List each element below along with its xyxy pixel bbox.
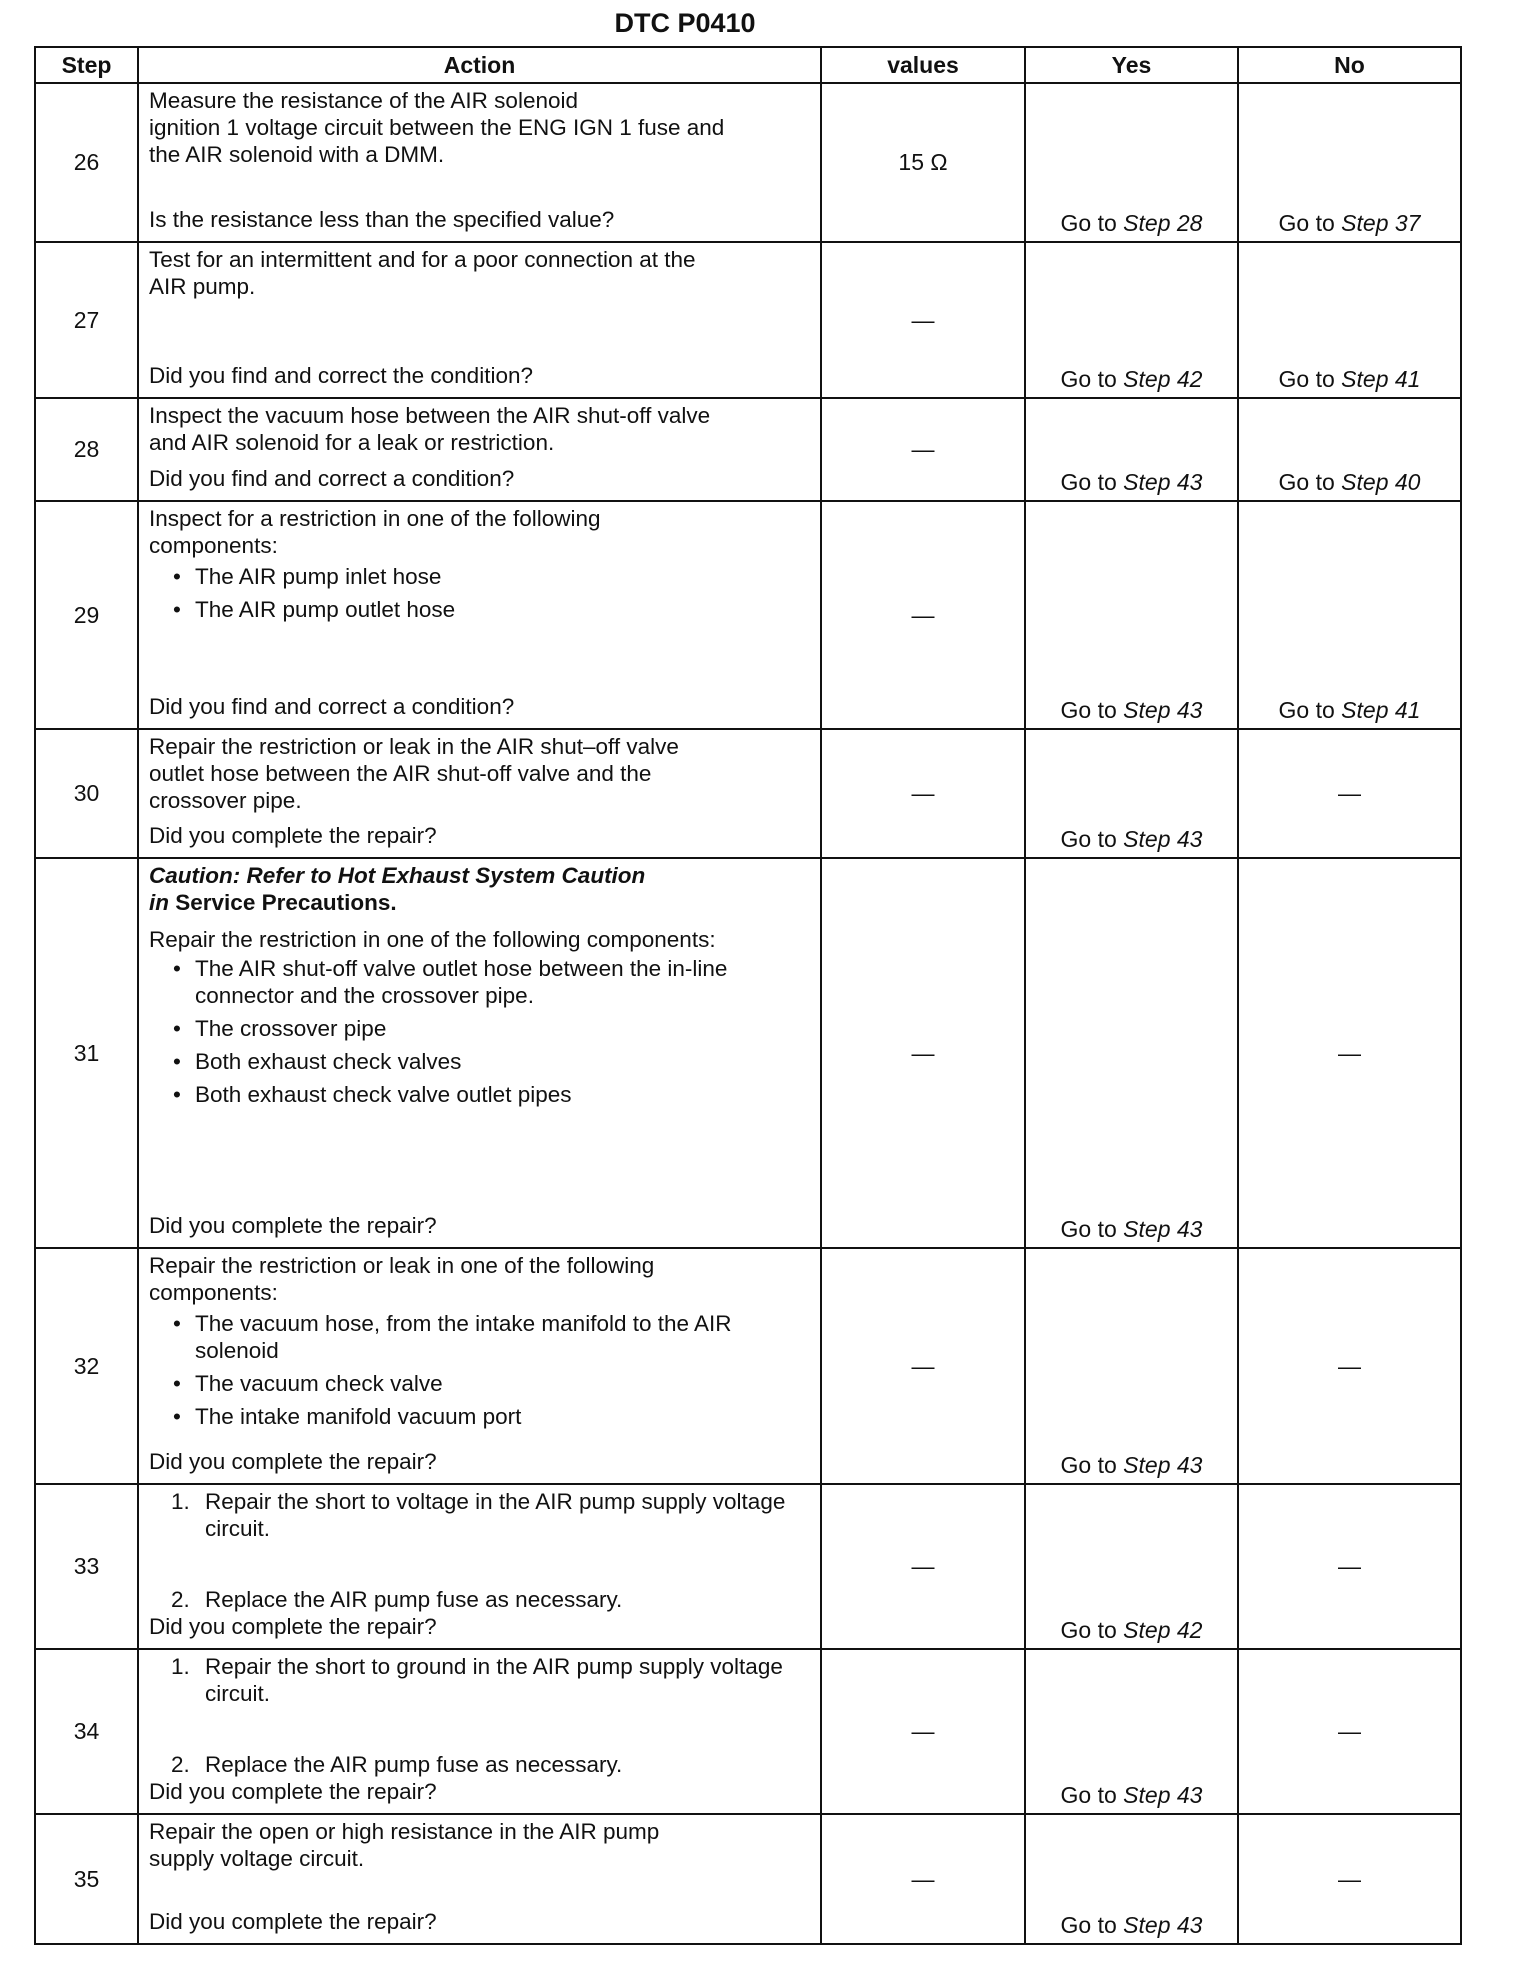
value-cell: —	[821, 858, 1025, 1248]
action-text: Inspect the vacuum hose between the AIR shut-off valve	[149, 403, 711, 428]
action-cell	[138, 729, 821, 858]
yes-step-link[interactable]: Step 43	[1123, 1216, 1203, 1242]
header-row	[35, 47, 1461, 83]
list-item	[149, 1751, 810, 1778]
header-no: No	[1238, 47, 1461, 83]
no-prefix: Go to	[1278, 366, 1335, 392]
action-question: Did you complete the repair?	[149, 1779, 437, 1804]
header-yes: Yes	[1025, 47, 1238, 83]
action-cell	[138, 83, 821, 242]
yes-prefix: Go to	[1060, 469, 1117, 495]
item-number: 1.	[171, 1489, 190, 1514]
no-step-link[interactable]: Step 37	[1341, 210, 1421, 236]
diagnostic-table	[34, 46, 1462, 1945]
list-item	[149, 1488, 810, 1542]
no-cell	[1238, 83, 1461, 242]
yes-step-link[interactable]: Step 43	[1123, 1452, 1203, 1478]
item-text: Replace the AIR pump fuse as necessary.	[205, 1587, 623, 1612]
value-cell: —	[821, 1248, 1025, 1484]
value-cell: —	[821, 1649, 1025, 1814]
value-cell: 15 Ω	[821, 83, 1025, 242]
action-text: Repair the restriction or leak in the AIR shut–off valve	[149, 734, 679, 759]
step-number: 31	[35, 858, 138, 1248]
list-item	[149, 1653, 810, 1707]
action-text: and AIR solenoid for a leak or restriction.	[149, 430, 555, 455]
header-values: values	[821, 47, 1025, 83]
action-cell	[138, 1814, 821, 1944]
table-row	[35, 83, 1461, 242]
item-number: 2.	[171, 1587, 190, 1612]
numbered-list	[149, 1488, 810, 1613]
no-cell	[1238, 242, 1461, 398]
action-text: Repair the restriction in one of the following components:	[149, 927, 716, 952]
no-step-link[interactable]: Step 41	[1341, 366, 1421, 392]
no-prefix: Go to	[1278, 210, 1335, 236]
action-cell	[138, 1649, 821, 1814]
action-cell	[138, 1248, 821, 1484]
action-text: Test for an intermittent and for a poor connection at the	[149, 247, 696, 272]
yes-prefix: Go to	[1060, 1782, 1117, 1808]
action-question: Did you complete the repair?	[149, 1614, 437, 1639]
action-text: Repair the restriction or leak in one of the following	[149, 1253, 655, 1278]
caution-precautions: Service Precautions.	[175, 890, 397, 915]
action-text: crossover pipe.	[149, 788, 302, 813]
header-step: Step	[35, 47, 138, 83]
step-number: 29	[35, 501, 138, 729]
action-question: Did you complete the repair?	[149, 1213, 437, 1238]
step-number: 35	[35, 1814, 138, 1944]
action-question: Did you complete the repair?	[149, 1909, 437, 1934]
no-prefix: Go to	[1278, 469, 1335, 495]
caution-text: Caution: Refer to Hot Exhaust System Caution	[149, 863, 646, 888]
yes-step-link[interactable]: Step 42	[1123, 366, 1203, 392]
value-cell: —	[821, 501, 1025, 729]
step-number: 33	[35, 1484, 138, 1649]
step-number: 28	[35, 398, 138, 501]
value-cell: —	[821, 1484, 1025, 1649]
yes-cell	[1025, 398, 1238, 501]
item-text: Repair the short to ground in the AIR pump supply voltage circuit.	[205, 1654, 783, 1706]
action-cell	[138, 501, 821, 729]
yes-prefix: Go to	[1060, 697, 1117, 723]
list-item: • The crossover pipe	[149, 1015, 810, 1042]
action-text: Repair the open or high resistance in the AIR pump	[149, 1819, 660, 1844]
table-row	[35, 1814, 1461, 1944]
step-number: 27	[35, 242, 138, 398]
no-cell: —	[1238, 858, 1461, 1248]
table-row	[35, 501, 1461, 729]
yes-step-link[interactable]: Step 42	[1123, 1617, 1203, 1643]
list-item: • The AIR pump inlet hose	[149, 563, 810, 590]
no-cell: —	[1238, 729, 1461, 858]
value-cell: —	[821, 729, 1025, 858]
yes-step-link[interactable]: Step 43	[1123, 697, 1203, 723]
action-cell	[138, 858, 821, 1248]
yes-cell	[1025, 1484, 1238, 1649]
action-text: outlet hose between the AIR shut-off valve and the	[149, 761, 652, 786]
no-prefix: Go to	[1278, 697, 1335, 723]
action-cell	[138, 1484, 821, 1649]
action-text: ignition 1 voltage circuit between the ENG IGN 1 fuse and	[149, 115, 725, 140]
yes-step-link[interactable]: Step 28	[1123, 210, 1203, 236]
item-text: Replace the AIR pump fuse as necessary.	[205, 1752, 623, 1777]
page-title: DTC P0410	[614, 8, 756, 38]
step-number: 32	[35, 1248, 138, 1484]
action-question: Did you complete the repair?	[149, 823, 437, 848]
item-text: Repair the short to voltage in the AIR pump supply voltage circuit.	[205, 1489, 786, 1541]
action-text: Inspect for a restriction in one of the following	[149, 506, 601, 531]
list-item	[149, 1586, 810, 1613]
action-question: Did you complete the repair?	[149, 1449, 437, 1474]
action-cell	[138, 398, 821, 501]
no-cell: —	[1238, 1248, 1461, 1484]
action-text: the AIR solenoid with a DMM.	[149, 142, 445, 167]
yes-prefix: Go to	[1060, 1912, 1117, 1938]
yes-cell	[1025, 858, 1238, 1248]
table-row	[35, 1484, 1461, 1649]
table-row	[35, 242, 1461, 398]
yes-cell	[1025, 83, 1238, 242]
no-step-link[interactable]: Step 41	[1341, 697, 1421, 723]
action-question: Did you find and correct a condition?	[149, 466, 515, 491]
table-row	[35, 1649, 1461, 1814]
list-item: • Both exhaust check valves	[149, 1048, 810, 1075]
action-text: supply voltage circuit.	[149, 1846, 365, 1871]
action-question: Did you find and correct a condition?	[149, 694, 515, 719]
action-question: Is the resistance less than the specified value?	[149, 207, 615, 232]
table-row	[35, 398, 1461, 501]
yes-step-link[interactable]: Step 43	[1123, 1912, 1203, 1938]
action-question: Did you find and correct the condition?	[149, 363, 533, 388]
action-text: AIR pump.	[149, 274, 256, 299]
bullet-list	[149, 955, 810, 1108]
table-row	[35, 729, 1461, 858]
yes-prefix: Go to	[1060, 826, 1117, 852]
header-action: Action	[138, 47, 821, 83]
item-number: 1.	[171, 1654, 190, 1679]
yes-prefix: Go to	[1060, 1452, 1117, 1478]
caution-in: in	[149, 890, 169, 915]
action-text: Measure the resistance of the AIR solenoid	[149, 88, 578, 113]
list-item: • The AIR pump outlet hose	[149, 596, 810, 623]
action-text: components:	[149, 1280, 278, 1305]
yes-step-link[interactable]: Step 43	[1123, 469, 1203, 495]
list-item: • Both exhaust check valve outlet pipes	[149, 1081, 810, 1108]
action-cell	[138, 242, 821, 398]
table-row	[35, 858, 1461, 1248]
step-number: 34	[35, 1649, 138, 1814]
list-item: • The vacuum check valve	[149, 1370, 810, 1397]
value-cell: —	[821, 242, 1025, 398]
yes-prefix: Go to	[1060, 366, 1117, 392]
step-number: 30	[35, 729, 138, 858]
yes-cell	[1025, 1814, 1238, 1944]
list-item: • The AIR shut-off valve outlet hose between the in-line connector and the crossover pipe.	[149, 955, 810, 1009]
yes-cell	[1025, 501, 1238, 729]
yes-cell	[1025, 1649, 1238, 1814]
table-row	[35, 1248, 1461, 1484]
no-cell: —	[1238, 1484, 1461, 1649]
no-cell	[1238, 501, 1461, 729]
bullet-list	[149, 1310, 810, 1430]
bullet-list	[149, 563, 810, 623]
no-cell: —	[1238, 1814, 1461, 1944]
yes-cell	[1025, 1248, 1238, 1484]
list-item: • The vacuum hose, from the intake manifold to the AIR solenoid	[149, 1310, 810, 1364]
yes-cell	[1025, 242, 1238, 398]
action-text: components:	[149, 533, 278, 558]
value-cell: —	[821, 398, 1025, 501]
caution-text	[149, 889, 810, 916]
no-cell: —	[1238, 1649, 1461, 1814]
yes-step-link[interactable]: Step 43	[1123, 826, 1203, 852]
step-number: 26	[35, 83, 138, 242]
item-number: 2.	[171, 1752, 190, 1777]
value-cell: —	[821, 1814, 1025, 1944]
no-cell	[1238, 398, 1461, 501]
yes-cell	[1025, 729, 1238, 858]
yes-step-link[interactable]: Step 43	[1123, 1782, 1203, 1808]
yes-prefix: Go to	[1060, 210, 1117, 236]
numbered-list	[149, 1653, 810, 1778]
yes-prefix: Go to	[1060, 1617, 1117, 1643]
no-step-link[interactable]: Step 40	[1341, 469, 1421, 495]
list-item: • The intake manifold vacuum port	[149, 1403, 810, 1430]
yes-prefix: Go to	[1060, 1216, 1117, 1242]
